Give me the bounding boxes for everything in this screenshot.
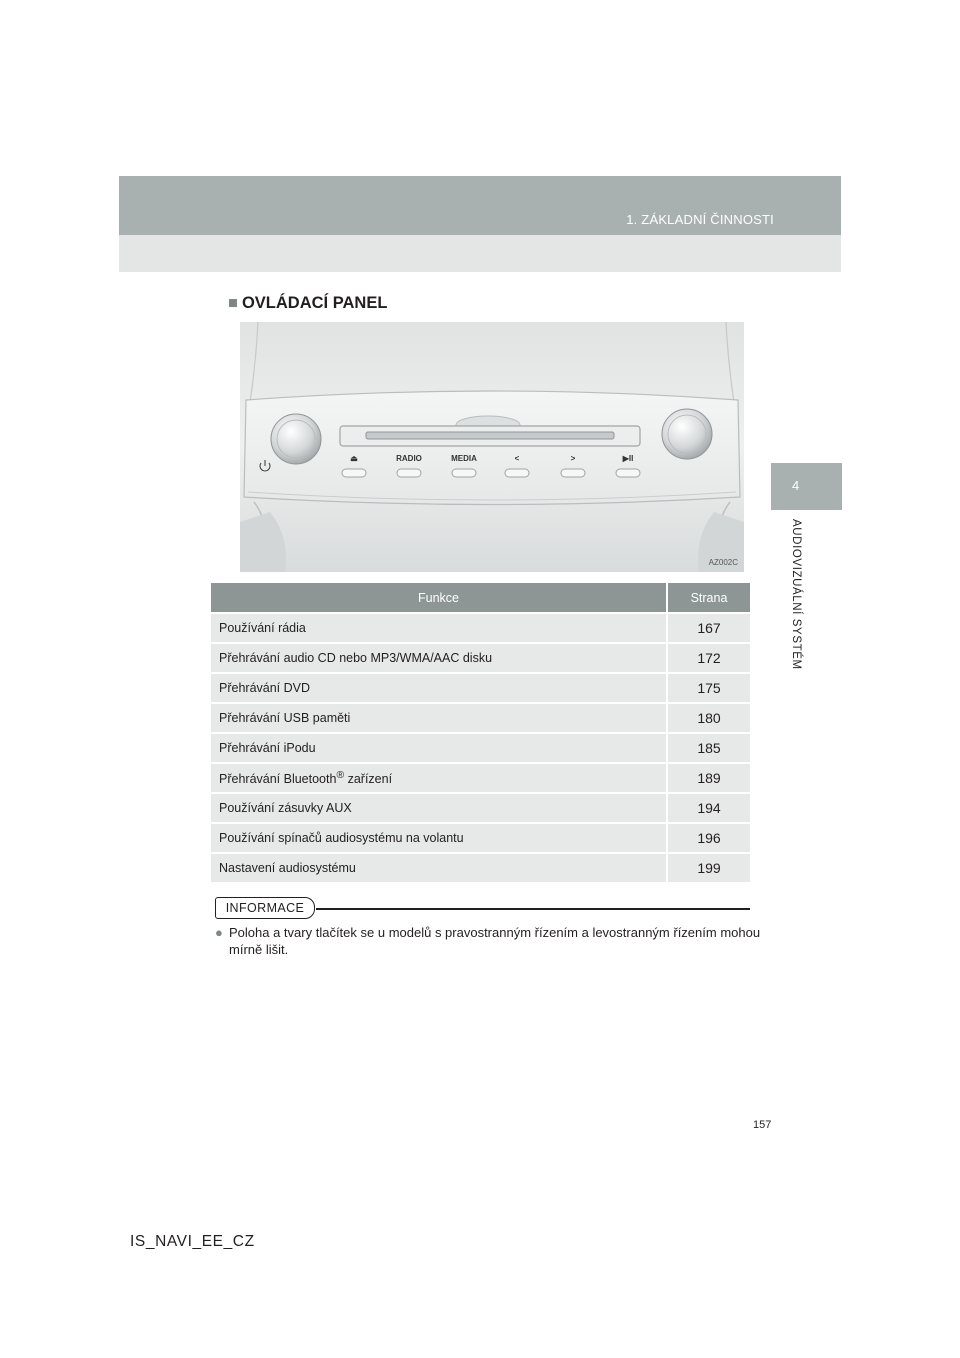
page-cell: 194 — [666, 794, 750, 822]
function-cell: Používání spínačů audiosystému na volantu — [211, 824, 666, 852]
column-header-page: Strana — [666, 583, 750, 612]
table-row[interactable] — [211, 644, 750, 672]
info-badge: INFORMACE — [215, 897, 315, 919]
registered-mark: ® — [336, 769, 345, 781]
page-number: 157 — [753, 1119, 772, 1131]
chapter-tab[interactable] — [771, 463, 842, 510]
page-cell: 189 — [666, 764, 750, 792]
eject-button — [342, 469, 366, 477]
control-panel-illustration — [240, 322, 744, 572]
function-cell: Přehrávání USB paměti — [211, 704, 666, 732]
table-row[interactable] — [211, 764, 750, 792]
function-table — [211, 581, 750, 884]
table-row[interactable] — [211, 614, 750, 642]
function-text-suffix: zařízení — [344, 772, 393, 787]
table-row[interactable] — [211, 704, 750, 732]
page-cell: 196 — [666, 824, 750, 852]
function-cell: Přehrávání audio CD nebo MP3/WMA/AAC disku — [211, 644, 666, 672]
function-cell: Přehrávání DVD — [211, 674, 666, 702]
section-title: 1. ZÁKLADNÍ ČINNOSTI — [626, 212, 774, 227]
page-cell: 185 — [666, 734, 750, 762]
square-bullet-icon: ■ — [228, 294, 238, 312]
seek-back-icon: < — [514, 454, 520, 463]
figure-code: AZ002C — [708, 558, 738, 567]
column-header-function: Funkce — [211, 583, 666, 612]
radio-label: RADIO — [396, 454, 422, 463]
function-cell — [211, 764, 666, 792]
table-row[interactable] — [211, 734, 750, 762]
chapter-number: 4 — [792, 478, 800, 493]
radio-button — [397, 469, 421, 477]
table-row[interactable] — [211, 824, 750, 852]
info-text: Poloha a tvary tlačítek se u modelů s pravostranným řízením a levostranným řízením mohou mírně lišit. — [229, 925, 761, 957]
eject-icon: ⏏ — [350, 454, 358, 463]
bullet-icon: ● — [215, 925, 223, 940]
function-cell: Přehrávání iPodu — [211, 734, 666, 762]
subsection-heading — [228, 294, 387, 313]
play-pause-icon: ▶II — [622, 454, 634, 463]
page-cell: 172 — [666, 644, 750, 672]
page-cell: 180 — [666, 704, 750, 732]
info-divider — [316, 908, 750, 910]
seek-forward-button — [561, 469, 585, 477]
document-code: IS_NAVI_EE_CZ — [130, 1233, 255, 1250]
media-label: MEDIA — [451, 454, 477, 463]
function-cell: Nastavení audiosystému — [211, 854, 666, 882]
function-cell: Používání rádia — [211, 614, 666, 642]
table-row[interactable] — [211, 794, 750, 822]
function-cell: Používání zásuvky AUX — [211, 794, 666, 822]
page-cell: 175 — [666, 674, 750, 702]
function-text: Přehrávání Bluetooth — [219, 772, 337, 787]
chapter-label: AUDIOVIZUÁLNÍ SYSTÉM — [790, 519, 802, 670]
subsection-title: OVLÁDACÍ PANEL — [241, 294, 388, 312]
seek-back-button — [505, 469, 529, 477]
page-cell: 167 — [666, 614, 750, 642]
play-pause-button — [616, 469, 640, 477]
control-panel-drawing — [240, 322, 744, 572]
header-sub-bar — [119, 235, 841, 272]
page-cell: 199 — [666, 854, 750, 882]
table-header-row — [211, 583, 750, 612]
table-row[interactable] — [211, 854, 750, 882]
media-button — [452, 469, 476, 477]
table-row[interactable] — [211, 674, 750, 702]
seek-forward-icon: > — [570, 454, 576, 463]
